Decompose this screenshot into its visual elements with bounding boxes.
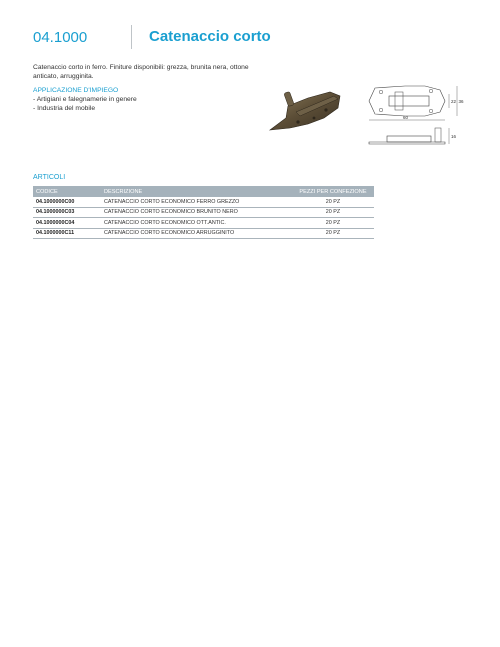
application-list bbox=[33, 96, 137, 113]
technical-drawing-side bbox=[365, 124, 465, 149]
column-header-qty: PEZZI PER CONFEZIONE bbox=[292, 186, 374, 197]
row-qty: 20 PZ bbox=[292, 218, 374, 229]
row-description: CATENACCIO CORTO ECONOMICO BRUNITO NERO bbox=[101, 207, 292, 218]
table-row bbox=[33, 207, 374, 218]
articles-title: ARTICOLI bbox=[33, 174, 66, 181]
row-qty: 20 PZ bbox=[292, 207, 374, 218]
dim-inner-height: 22 bbox=[451, 99, 457, 104]
header-divider bbox=[131, 25, 132, 49]
technical-drawing-top bbox=[365, 80, 465, 122]
dim-depth: 16 bbox=[451, 134, 457, 139]
column-header-code: CODICE bbox=[33, 186, 101, 197]
row-code: 04.1000000C11 bbox=[33, 228, 101, 239]
column-header-description: DESCRIZIONE bbox=[101, 186, 292, 197]
page-header bbox=[33, 25, 473, 49]
row-code: 04.1000000C04 bbox=[33, 218, 101, 229]
application-item: - Artigiani e falegnamerie in genere bbox=[33, 96, 137, 103]
row-description: CATENACCIO CORTO ECONOMICO FERRO GREZZO bbox=[101, 197, 292, 207]
page-title: Catenaccio corto bbox=[149, 28, 271, 45]
dim-width: 60 bbox=[403, 115, 409, 120]
row-code: 04.1000000C03 bbox=[33, 207, 101, 218]
row-qty: 20 PZ bbox=[292, 197, 374, 207]
table-row bbox=[33, 218, 374, 229]
application-title: APPLICAZIONE D'IMPIEGO bbox=[33, 87, 119, 94]
table-row bbox=[33, 197, 374, 207]
application-item: - Industria del mobile bbox=[33, 104, 96, 112]
product-code: 04.1000 bbox=[33, 29, 88, 46]
row-qty: 20 PZ bbox=[292, 228, 374, 239]
table-header-row bbox=[33, 186, 374, 197]
product-description: Catenaccio corto in ferro. Finiture disponibili: grezza, brunita nera, ottone anticato, arrugginita. bbox=[33, 64, 249, 81]
row-code: 04.1000000C00 bbox=[33, 197, 101, 207]
dim-height: 36 bbox=[458, 99, 464, 104]
product-photo bbox=[268, 88, 358, 138]
row-description: CATENACCIO CORTO ECONOMICO ARRUGGINITO bbox=[101, 228, 292, 239]
table-row bbox=[33, 228, 374, 239]
row-description: CATENACCIO CORTO ECONOMICO OTT.ANTIC. bbox=[101, 218, 292, 229]
articles-table bbox=[33, 186, 374, 239]
